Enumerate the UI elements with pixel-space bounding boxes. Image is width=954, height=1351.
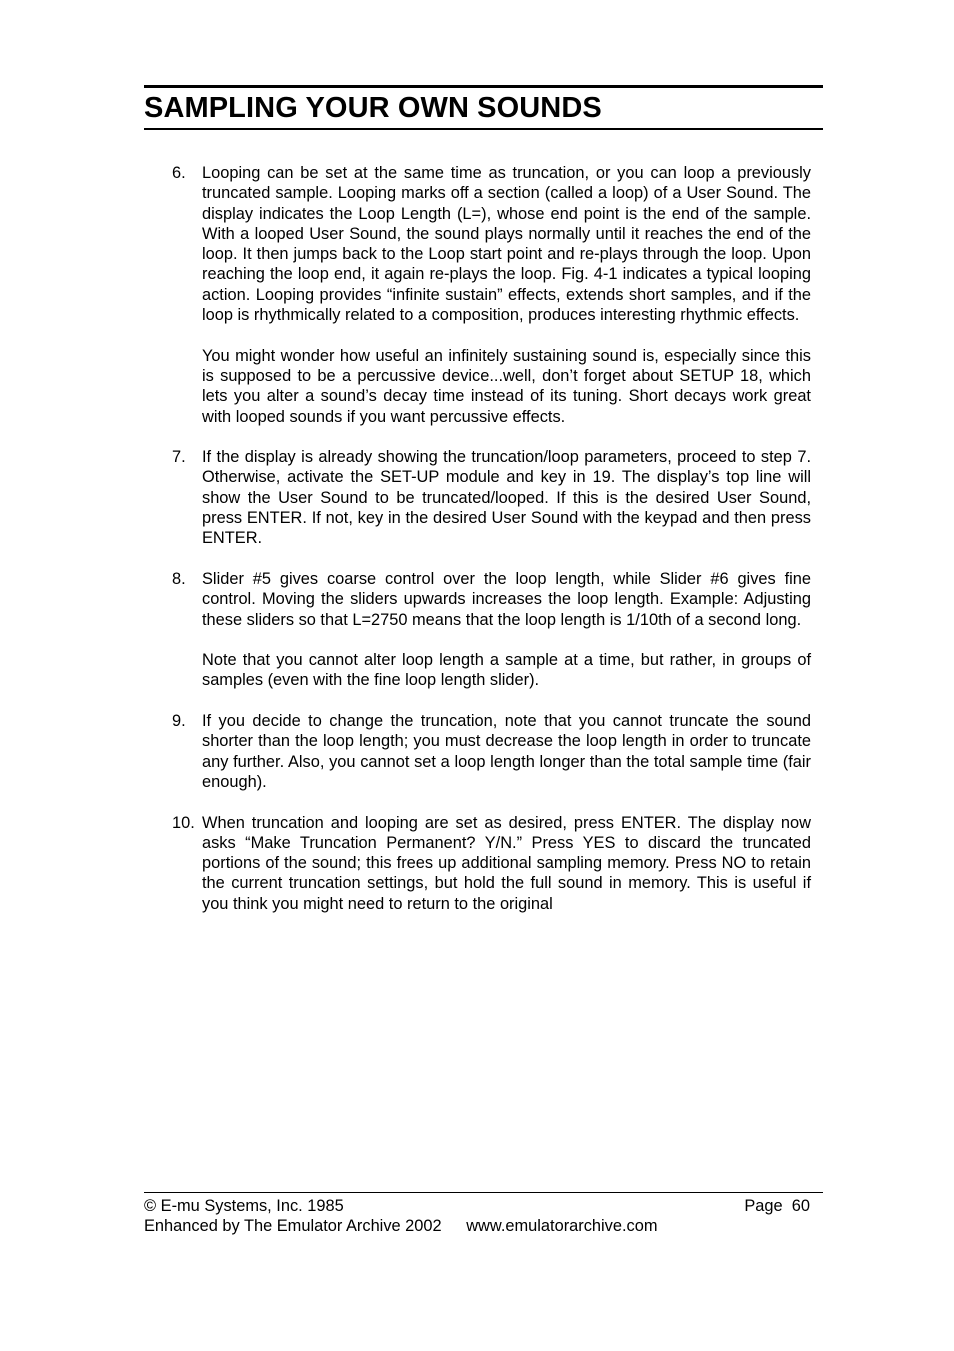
list-item	[172, 813, 811, 914]
footer-copyright: © E-mu Systems, Inc. 1985	[144, 1197, 344, 1215]
footer-enhanced: Enhanced by The Emulator Archive 2002	[144, 1217, 442, 1236]
list-item	[172, 447, 811, 548]
item-paragraph: If you decide to change the truncation, note that you cannot truncate the sound shorter than the loop length; you must decrease the loop length in order to truncate any further. Also, you cannot set a loop length longer than the total sample time (fair enough).	[202, 712, 811, 791]
footer-rule	[144, 1192, 823, 1193]
item-number: 6.	[172, 164, 186, 182]
item-paragraph: Note that you cannot alter loop length a sample at a time, but rather, in groups of samples (even with the fine loop length slider).	[202, 651, 811, 690]
instruction-list	[172, 163, 811, 934]
page-footer	[144, 1196, 810, 1237]
list-item	[172, 163, 811, 427]
page-title: SAMPLING YOUR OWN SOUNDS	[144, 92, 602, 124]
list-item	[172, 569, 811, 691]
item-number: 9.	[172, 712, 186, 731]
item-number: 8.	[172, 569, 186, 588]
item-paragraph: You might wonder how useful an infinitely sustaining sound is, especially since this is supposed to be a percussive device...well, don’t forget about SETUP 18, which lets you alter a sound’s decay time instead of its tuning. Short decays work great with looped sounds if you want percussive effects.	[202, 346, 811, 426]
item-paragraph: If the display is already showing the truncation/loop parameters, proceed to step 7. Otherwise, activate the SET-UP module and key in 19. The display’s top line will show the User Sound to be truncated/looped. If this is the desired User Sound, press ENTER. If not, key in the desired User Sound with the keypad and then press ENTER.	[202, 448, 811, 548]
page-number: Page 60	[744, 1197, 810, 1215]
item-number: 10.	[172, 813, 195, 832]
item-paragraph: Slider #5 gives coarse control over the loop length, while Slider #6 gives fine control. Moving the sliders upwards increases the loop length. Example: Adjusting these sliders so that L=2750 means that the loop length is 1/10th of a second long.	[202, 569, 811, 629]
header-rule-bottom	[144, 128, 823, 130]
item-paragraph: Looping can be set at the same time as truncation, or you can loop a previously truncated sample. Looping marks off a section (called a loop) of a User Sound. The display indicates the Loop Length (L=), whose end point is the end of the sample. With a looped User Sound, the sound plays normally until it reaches the end of the loop. It then jumps back to the Loop start point and re-plays through the loop. Upon reaching the loop end, it again re-plays the loop. Fig. 4-1 indicates a typical looping action. Looping provides “infinite sustain” effects, extends short samples, and if the loop is rhythmically related to a composition, produces interesting rhythmic effects.	[202, 164, 811, 325]
item-number: 7.	[172, 448, 186, 467]
list-item	[172, 711, 811, 792]
item-paragraph: When truncation and looping are set as desired, press ENTER. The display now asks “Make Truncation Permanent? Y/N.” Press YES to discard the truncated portions of the sound; this frees up additional sampling memory. Press NO to retain the current truncation settings, but hold the full sound in memory. This is useful if you think you might need to return to the original	[202, 813, 811, 913]
footer-url: www.emulatorarchive.com	[466, 1217, 658, 1236]
